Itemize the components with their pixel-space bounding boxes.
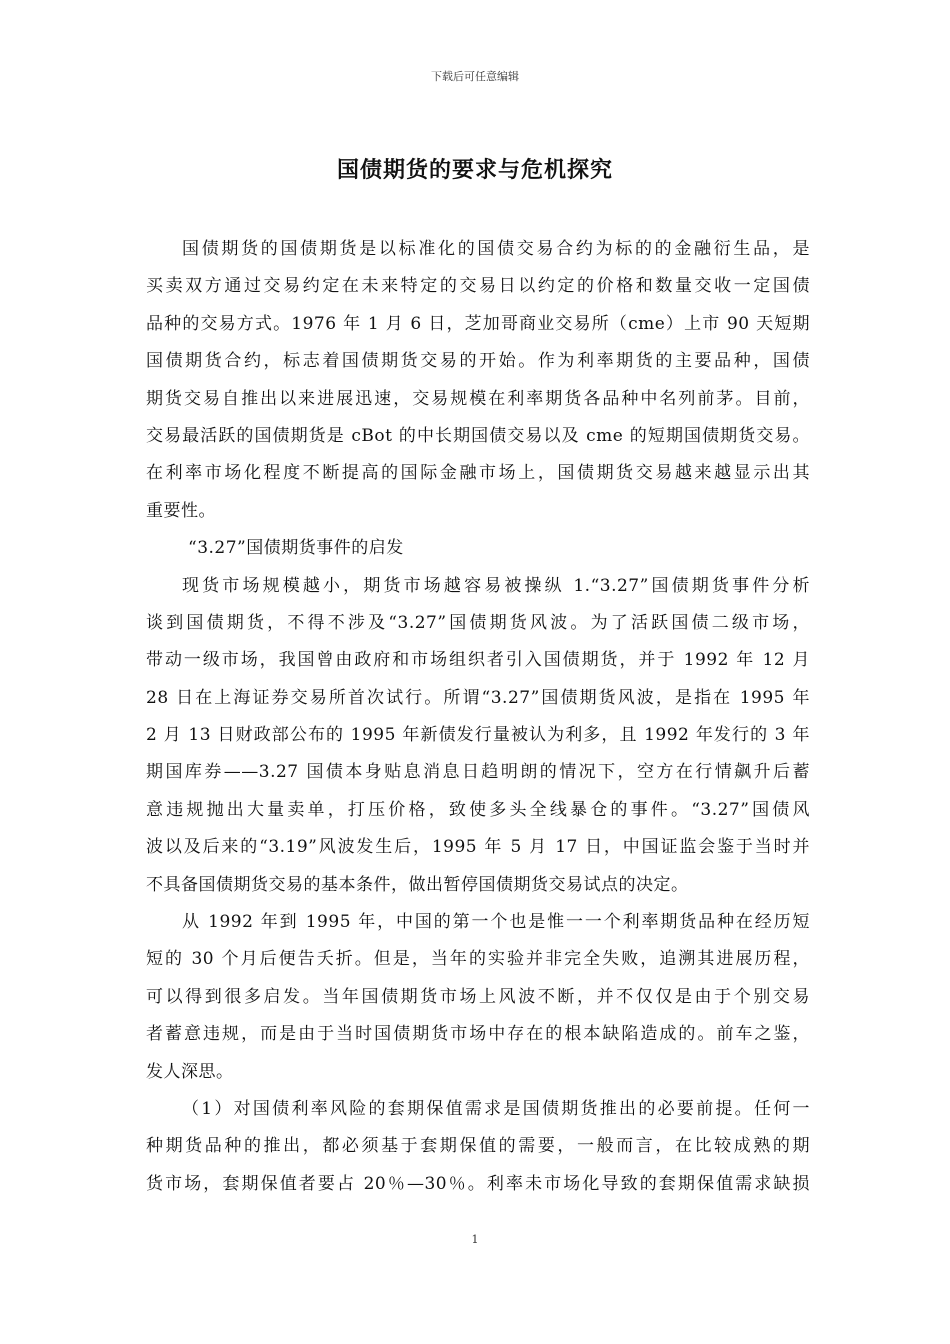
text-line: 买卖双方通过交易约定在未来特定的交易日以约定的价格和数量交收一定国债 bbox=[146, 276, 810, 297]
text-line: 带动一级市场，我国曾由政府和市场组织者引入国债期货，并于 1992 年 12 月 bbox=[146, 650, 810, 671]
text-line: 重要性。 bbox=[146, 500, 216, 521]
document-title: 国债期货的要求与危机探究 bbox=[336, 157, 613, 183]
text-line: 可以得到很多启发。当年国债期货市场上风波不断，并不仅仅是由于个别交易 bbox=[146, 986, 810, 1007]
text-line: 种期货品种的推出，都必须基于套期保值的需要，一般而言，在比较成熟的期 bbox=[146, 1136, 810, 1157]
text-line: 现货市场规模越小，期货市场越容易被操纵 1.“3.27”国债期货事件分析 bbox=[182, 575, 810, 596]
text-line: 者蓄意违规，而是由于当时国债期货市场中存在的根本缺陷造成的。前车之鉴， bbox=[146, 1024, 810, 1045]
text-line: 货市场，套期保值者要占 20％—30％。利率未市场化导致的套期保值需求缺损 bbox=[146, 1173, 810, 1194]
text-line: 期货交易自推出以来进展迅速，交易规模在利率期货各品种中名列前茅。目前， bbox=[146, 388, 810, 409]
text-line: 期国库券——3.27 国债本身贴息消息日趋明朗的情况下，空方在行情飙升后蓄 bbox=[146, 762, 810, 783]
text-line: 不具备国债期货交易的基本条件，做出暂停国债期货交易试点的决定。 bbox=[146, 874, 689, 895]
text-line: （1）对国债利率风险的套期保值需求是国债期货推出的必要前提。任何一 bbox=[182, 1098, 810, 1119]
page-number: 1 bbox=[471, 1233, 479, 1246]
text-line: 波以及后来的“3.19”风波发生后，1995 年 5 月 17 日，中国证监会鉴于当时并 bbox=[146, 837, 810, 858]
text-line: 在利率市场化程度不断提高的国际金融市场上，国债期货交易越来越显示出其 bbox=[146, 463, 810, 484]
section-heading: “3.27”国债期货事件的启发 bbox=[188, 538, 404, 559]
text-line: 发人深思。 bbox=[146, 1061, 234, 1082]
page-header: 下载后可任意编辑 bbox=[431, 70, 519, 83]
text-line: 从 1992 年到 1995 年，中国的第一个也是惟一一个利率期货品种在经历短 bbox=[182, 912, 810, 933]
text-line: 国债期货合约，标志着国债期货交易的开始。作为利率期货的主要品种，国债 bbox=[146, 351, 810, 372]
text-line: 品种的交易方式。1976 年 1 月 6 日，芝加哥商业交易所（cme）上市 90 天短期 bbox=[146, 313, 810, 334]
text-line: 28 日在上海证券交易所首次试行。所谓“3.27”国债期货风波，是指在 1995 年 bbox=[146, 687, 810, 708]
document-body bbox=[146, 231, 810, 1203]
text-line: 短的 30 个月后便告夭折。但是，当年的实验并非完全失败，追溯其进展历程， bbox=[146, 949, 810, 970]
text-line: 谈到国债期货，不得不涉及“3.27”国债期货风波。为了活跃国债二级市场， bbox=[146, 612, 810, 633]
text-line: 国债期货的国债期货是以标准化的国债交易合约为标的的金融衍生品，是 bbox=[182, 239, 810, 259]
text-line: 2 月 13 日财政部公布的 1995 年新债发行量被认为利多，且 1992 年发行的 3 年 bbox=[146, 725, 810, 746]
text-line: 意违规抛出大量卖单，打压价格，致使多头全线暴仓的事件。“3.27”国债风 bbox=[146, 799, 810, 820]
text-line: 交易最活跃的国债期货是 cBot 的中长期国债交易以及 cme 的短期国债期货交易。 bbox=[146, 425, 810, 446]
